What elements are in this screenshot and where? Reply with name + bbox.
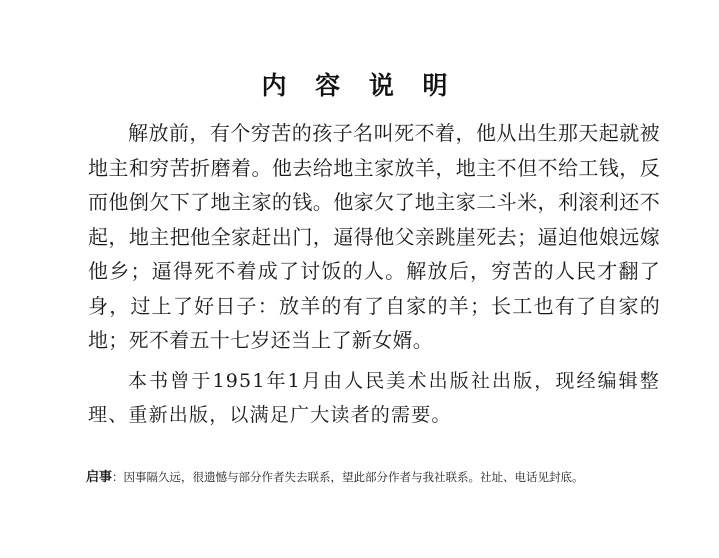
description-body: [88, 116, 660, 358]
notice-separator: ：: [112, 470, 124, 484]
notice-label: 启事: [86, 470, 113, 485]
publisher-notice: [86, 469, 686, 486]
page-title: 内 容 说 明: [261, 71, 458, 100]
notice-text: 因事隔久远，很遗憾与部分作者失去联系，望此部分作者与我社联系。社址、电话见封底。: [123, 470, 584, 484]
paragraph-publication-note: 本书曾于1951年1月由人民美术出版社出版，现经编辑整理、重新出版，以满足广大读者的需要。: [88, 370, 660, 426]
paragraph-story-summary: 解放前，有个穷苦的孩子名叫死不着，他从出生那天起就被地主和穷苦折磨着。他去给地主家放羊，地主不但不给工钱，反而他倒欠下了地主家的钱。他家欠了地主家二斗米，利滚利还不起，地主把他全家赶出门，逼得他父亲跳崖死去；逼迫他娘远嫁他乡；逼得死不着成了讨饭的人。解放后，穷苦的人民才翻了身，过上了好日子：放羊的有了自家的羊；长工也有了自家的地；死不着五十七岁还当上了新女婿。: [88, 121, 660, 352]
